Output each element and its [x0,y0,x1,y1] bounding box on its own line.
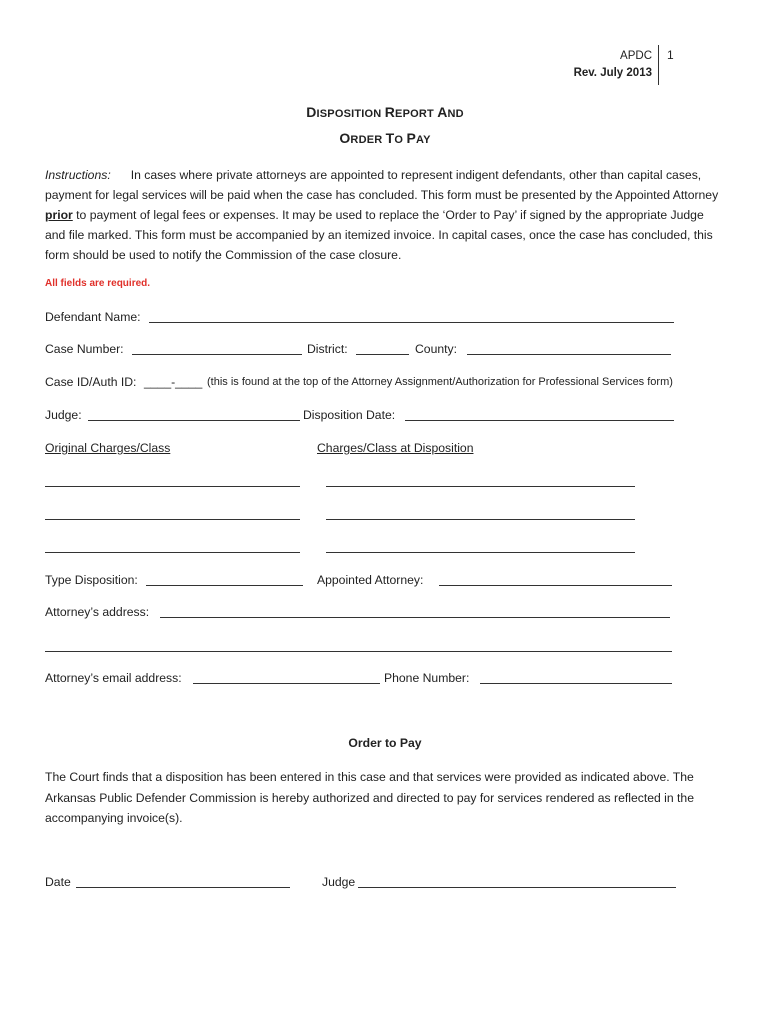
required-note: All fields are required. [45,278,151,289]
case-number-label: Case Number: [45,342,124,356]
attorney-email-label: Attorney’s email address: [45,671,182,685]
judge-field[interactable] [88,420,300,421]
instructions-label: Instructions: [45,168,111,182]
disposition-charge-line-2[interactable] [326,519,635,520]
order-date-label: Date [45,875,71,889]
original-charge-line-1[interactable] [45,486,300,487]
district-label: District: [307,342,348,356]
order-judge-label: Judge [322,875,356,889]
order-judge-field[interactable] [358,887,676,888]
instructions-paragraph: Instructions: In cases where private attorneys are appointed to represent indigent defendants, other than capital cases, payment for legal services will be paid when the case has concluded. This form must be presented by the Appointed Attorney prior to payment of legal fees or expenses. It may be used to replace the ‘Order to Pay’ if signed by the appropriate Judge and file marked. This form must be accompanied by an itemized invoice. In capital cases, once the case has concluded, this form should be used to notify the Commission of the case closure. [45,168,719,262]
type-disposition-field[interactable] [146,585,303,586]
title-line-2: ORDER TO PAY [339,130,431,146]
disposition-charges-heading: Charges/Class at Disposition [317,441,474,455]
case-id-field[interactable]: ____-____ [144,375,203,389]
case-id-label: Case ID/Auth ID: [45,375,137,389]
revision-date: Rev. July 2013 [573,67,652,79]
title-line-1: DISPOSITION REPORT AND [306,104,464,120]
appointed-attorney-label: Appointed Attorney: [317,573,424,587]
county-label: County: [415,342,458,356]
case-number-field[interactable] [132,354,302,355]
order-to-pay-heading: Order to Pay [348,736,422,750]
attorney-address-field-2[interactable] [45,651,672,652]
original-charge-line-2[interactable] [45,519,300,520]
attorney-address-label: Attorney’s address: [45,605,150,619]
phone-number-label: Phone Number: [384,671,470,685]
disposition-charge-line-3[interactable] [326,552,635,553]
disposition-date-field[interactable] [405,420,674,421]
form-code-block [574,48,652,82]
order-text: The Court finds that a disposition has been entered in this case and that services were provided as indicated above. The Arkansas Public Defender Commission is hereby authorized and directed to pay for services rendered as reflected in the accompanying invoice(s). [45,770,694,825]
attorney-address-field[interactable] [160,617,670,618]
disposition-date-label: Disposition Date: [303,408,396,422]
type-disposition-label: Type Disposition: [45,573,138,587]
page-number: 1 [667,48,674,62]
appointed-attorney-field[interactable] [439,585,672,586]
order-date-field[interactable] [76,887,290,888]
prior-emphasis: prior [45,208,73,222]
attorney-email-field[interactable] [193,683,380,684]
county-field[interactable] [467,354,671,355]
case-id-note: (this is found at the top of the Attorney Assignment/Authorization for Professional Services form) [207,376,673,388]
form-code: APDC [620,50,652,62]
defendant-name-field[interactable] [149,322,674,323]
header-divider [658,45,659,85]
defendant-name-label: Defendant Name: [45,310,141,324]
original-charge-line-3[interactable] [45,552,300,553]
disposition-charge-line-1[interactable] [326,486,635,487]
judge-label: Judge: [45,408,82,422]
phone-number-field[interactable] [480,683,672,684]
original-charges-heading: Original Charges/Class [45,441,171,455]
district-field[interactable] [356,354,409,355]
